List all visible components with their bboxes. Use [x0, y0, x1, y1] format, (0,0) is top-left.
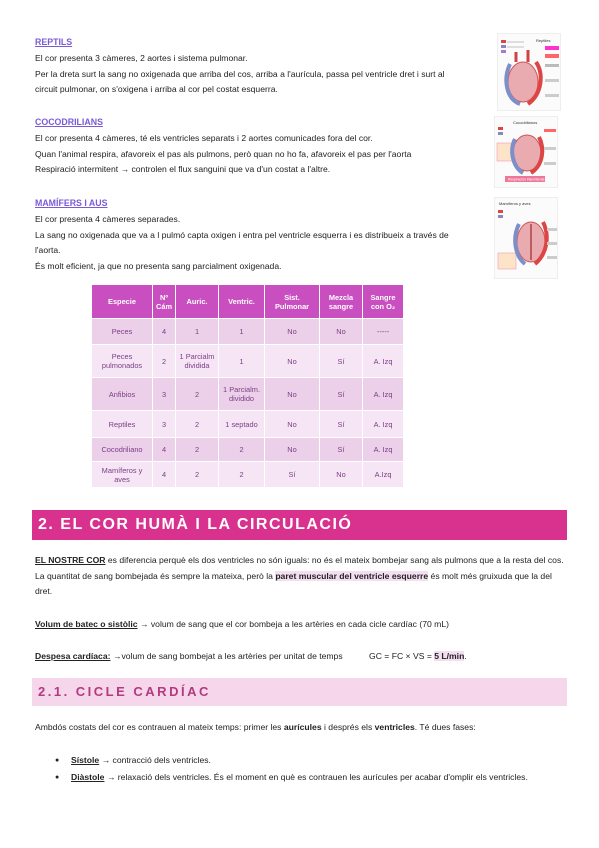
reptile-heart-diagram [497, 33, 561, 111]
mamifers-line-4: És molt eficient, ja que no presenta sang parcialment oxigenada. [35, 260, 282, 271]
cycle-text-c: i després els [321, 722, 375, 732]
table-cell: No [265, 378, 320, 411]
despesa-term: Despesa cardíaca: [35, 651, 111, 661]
table-cell: A. Izq [363, 378, 404, 411]
section-2-intro [35, 553, 565, 600]
section-mamifers [35, 198, 490, 274]
volum-definition [35, 617, 565, 633]
table-cell: 1 Parcialm dividida [176, 345, 219, 378]
mammal-diagram-title: Mamíferos y aves [499, 201, 531, 206]
section-2-1-heading: 2.1. CICLE CARDÍAC [32, 678, 567, 706]
table-row [92, 438, 404, 462]
table-cell: 1 septado [219, 411, 265, 438]
table-cell: 4 [153, 438, 176, 462]
phase-def: → relaxació dels ventricles. És el moment en què es contrauen les aurícules per acabar d'omplir els ventricles. [104, 772, 528, 782]
reptils-line-2: Per la dreta surt la sang no oxigenada que arriba del cos, arriba a l'aurícula, passa pel ventricle dret i surt al [35, 68, 445, 79]
table-row [92, 319, 404, 345]
table-cell: 2 [176, 462, 219, 488]
table-cell: No [265, 438, 320, 462]
table-cell: No [265, 319, 320, 345]
table-cell: 3 [153, 411, 176, 438]
table-cell: Sí [320, 411, 363, 438]
table-cell: Sí [320, 345, 363, 378]
despesa-definition [35, 649, 565, 665]
table-cell: Sí [320, 378, 363, 411]
cycle-text-d: . Té dues fases: [414, 722, 476, 732]
table-cell: 3 [153, 378, 176, 411]
table-row [92, 345, 404, 378]
table-cell: 4 [153, 462, 176, 488]
volum-text: → volum de sang que el cor bombeja a les artèries en cada cicle cardíac (70 mL) [137, 619, 449, 629]
table-cell: 2 [176, 378, 219, 411]
table-header-cell: Ventric. [219, 285, 265, 319]
cardiac-phases-list [55, 752, 528, 786]
despesa-text: →volum de sang bombejat a les artèries per unitat de temps [110, 651, 343, 661]
table-row [92, 462, 404, 488]
list-item [55, 769, 528, 786]
cocodrilians-line-2: Quan l'animal respira, afavoreix el pas als pulmons, però quan no ho fa, afavoreix el pas per l'aorta [35, 148, 412, 159]
table-cell: 2 [176, 438, 219, 462]
table-header-cell: Sangre con O₂ [363, 285, 404, 319]
section-cocodrilians [35, 117, 490, 178]
cocodrilians-line-3: Respiració intermitent → controlen el flux sanguini que va d'un costat a l'altre. [35, 164, 331, 174]
table-cell: A.Izq [363, 462, 404, 488]
table-cell: Sí [320, 438, 363, 462]
mamifers-line-1: El cor presenta 4 càmeres separades. [35, 214, 181, 224]
table-cell: A. Izq [363, 345, 404, 378]
mamifers-line-2: La sang no oxigenada que va a l pulmó capta oxigen i entra pel ventricle esquerra i es distribueix a través de [35, 229, 449, 240]
table-cell: No [320, 319, 363, 345]
table-cell: Peces pulmonados [92, 345, 153, 378]
table-cell: A. Izq [363, 411, 404, 438]
table-header-cell: Mezcla sangre [320, 285, 363, 319]
cycle-term-auricules: aurícules [283, 722, 322, 732]
intro-term: EL NOSTRE COR [35, 555, 106, 565]
phase-def: → contracció dels ventricles. [99, 755, 211, 765]
section-2-heading: 2. EL COR HUMÀ I LA CIRCULACIÓ [32, 510, 567, 540]
heading-cocodrilians: COCODRILIANS [35, 117, 103, 127]
formula-value: 5 L/min [434, 651, 465, 661]
volum-term: Volum de batec o sistòlic [35, 619, 138, 629]
mamifers-line-3: l'aorta. [35, 245, 61, 255]
table-cell: ----- [363, 319, 404, 345]
table-cell: Sí [265, 462, 320, 488]
table-cell: No [265, 345, 320, 378]
table-cell: 2 [153, 345, 176, 378]
table-cell: 2 [219, 462, 265, 488]
table-cell: A. Izq [363, 438, 404, 462]
mammal-heart-diagram [494, 197, 558, 279]
crocodile-heart-diagram [494, 116, 558, 188]
cycle-text-a: Ambdós costats del cor es contrauen al mateix temps: primer les [35, 722, 284, 732]
table-cell: 1 [176, 319, 219, 345]
heading-reptils: REPTILS [35, 37, 73, 47]
table-cell: Mamíferos y aves [92, 462, 153, 488]
table-cell: 2 [176, 411, 219, 438]
table-row [92, 411, 404, 438]
cycle-term-ventricles: ventricles [374, 722, 415, 732]
table-cell: 4 [153, 319, 176, 345]
table-cell: 2 [219, 438, 265, 462]
table-header-cell: Sist. Pulmonar [265, 285, 320, 319]
phase-term: Sístole [71, 755, 100, 765]
intro-term-2: paret muscular del ventricle esquerre [275, 570, 429, 581]
crocodile-diagram-caption: Respiración intermitente [508, 177, 545, 182]
table-header-row [92, 285, 404, 319]
table-row [92, 378, 404, 411]
table-header-cell: Especie [92, 285, 153, 319]
reptile-diagram-title: Reptiles [536, 38, 551, 43]
table-cell: Peces [92, 319, 153, 345]
table-cell: 1 [219, 345, 265, 378]
species-comparison-table [91, 284, 404, 488]
table-cell: Anfibios [92, 378, 153, 411]
formula: GC = FC × VS = [369, 651, 432, 661]
list-item [55, 752, 528, 769]
table-cell: Cocodriliano [92, 438, 153, 462]
table-cell: 1 Parcialm. dividido [219, 378, 265, 411]
table-header-cell: Auric. [176, 285, 219, 319]
intro-text-a: es diferencia perquè els dos ventricles no són iguals: no és el mateix bombejar sang als pulmons que a la resta del cos. La quantitat de sang bombejada és sempre la mateixa, però la [35, 555, 564, 581]
table-cell: 1 [219, 319, 265, 345]
reptils-line-1: El cor presenta 3 càmeres, 2 aortes i sistema pulmonar. [35, 53, 248, 63]
heading-mamifers: MAMÍFERS I AUS [35, 198, 108, 208]
cocodrilians-line-1: El cor presenta 4 càmeres, té els ventricles separats i 2 aortes comunicades fora del cor. [35, 133, 373, 143]
crocodile-diagram-title: Cocodrilianos [513, 120, 538, 125]
table-cell: Reptiles [92, 411, 153, 438]
table-cell: No [320, 462, 363, 488]
section-reptils [35, 37, 490, 98]
reptils-line-3: circuit pulmonar, on s'oxigena i arriba al cor pel costat esquerra. [35, 84, 278, 94]
phase-term: Diàstole [71, 772, 105, 782]
table-cell: No [265, 411, 320, 438]
formula-end: . [464, 651, 467, 661]
intro-text-b: és molt més gruixuda que la del dret. [35, 570, 552, 596]
section-2-1-intro [35, 720, 565, 736]
table-header-cell: Nº Cám [153, 285, 176, 319]
